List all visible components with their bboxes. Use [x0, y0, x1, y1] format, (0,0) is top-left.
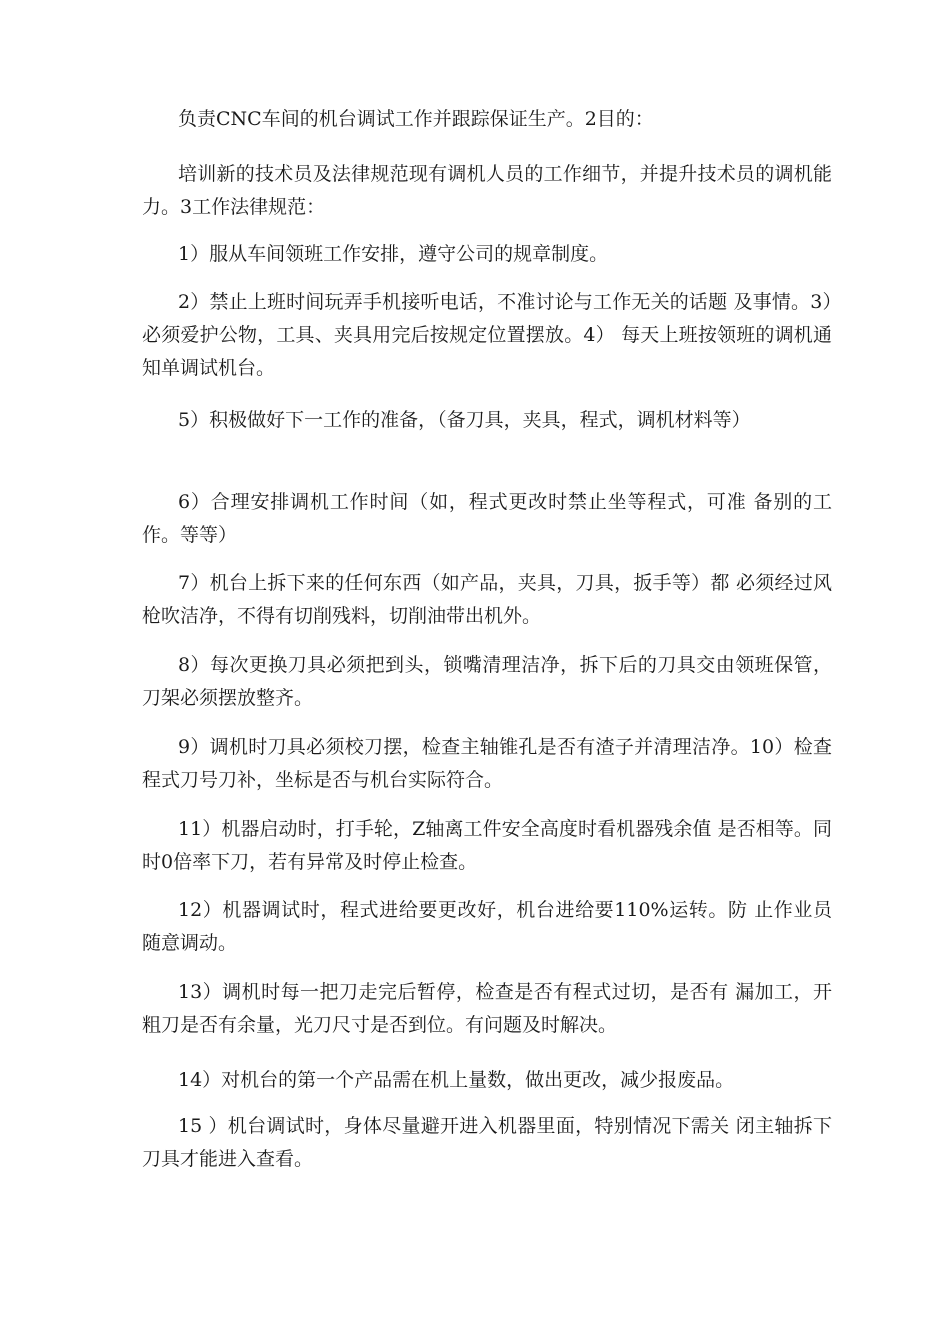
paragraph-rule-12: 12）机器调试时，程式进给要更改好，机台进给要110%运转。防 止作业员随意调动。	[142, 899, 832, 954]
paragraph-rule-5: 5）积极做好下一工作的准备，（备刀具，夹具，程式，调机材料等）	[178, 409, 751, 431]
paragraph-rule-6: 6）合理安排调机工作时间（如，程式更改时禁止坐等程式，可准 备别的工作。等等）	[142, 491, 832, 546]
paragraph-rule-15: 15 ）机台调试时，身体尽量避开进入机器里面，特别情况下需关 闭主轴拆下刀具才能进入查看。	[142, 1115, 832, 1170]
paragraph-rule-1: 1）服从车间领班工作安排，遵守公司的规章制度。	[178, 243, 609, 265]
paragraph-intro: 负责CNC车间的机台调试工作并跟踪保证生产。2目的：	[178, 108, 654, 130]
paragraph-rule-8: 8）每次更换刀具必须把到头，锁嘴清理洁净，拆下后的刀具交由领班保管，刀架必须摆放整齐。	[142, 654, 832, 709]
paragraph-purpose: 培训新的技术员及法律规范现有调机人员的工作细节，并提升技术员的调机能力。3工作法律规范：	[142, 163, 832, 218]
paragraph-rule-11: 11）机器启动时，打手轮，Z轴离工件安全高度时看机器残余值 是否相等。同时0倍率下刀，若有异常及时停止检查。	[142, 818, 832, 873]
paragraph-rule-7: 7）机台上拆下来的任何东西（如产品，夹具，刀具，扳手等）都 必须经过风枪吹洁净，不得有切削残料，切削油带出机外。	[142, 572, 832, 627]
paragraph-rule-9-10: 9）调机时刀具必须校刀摆，检查主轴锥孔是否有渣子并清理洁净。10）检查程式刀号刀补，坐标是否与机台实际符合。	[142, 736, 832, 791]
paragraph-rule-13: 13）调机时每一把刀走完后暂停，检查是否有程式过切，是否有 漏加工，开粗刀是否有余量，光刀尺寸是否到位。有问题及时解决。	[142, 981, 832, 1036]
paragraph-rule-2-4: 2）禁止上班时间玩弄手机接听电话，不准讨论与工作无关的话题 及事情。3）必须爱护公物，工具、夹具用完后按规定位置摆放。4） 每天上班按领班的调机通知单调试机台。	[142, 291, 832, 379]
paragraph-rule-14: 14）对机台的第一个产品需在机上量数，做出更改，减少报废品。	[178, 1069, 735, 1091]
